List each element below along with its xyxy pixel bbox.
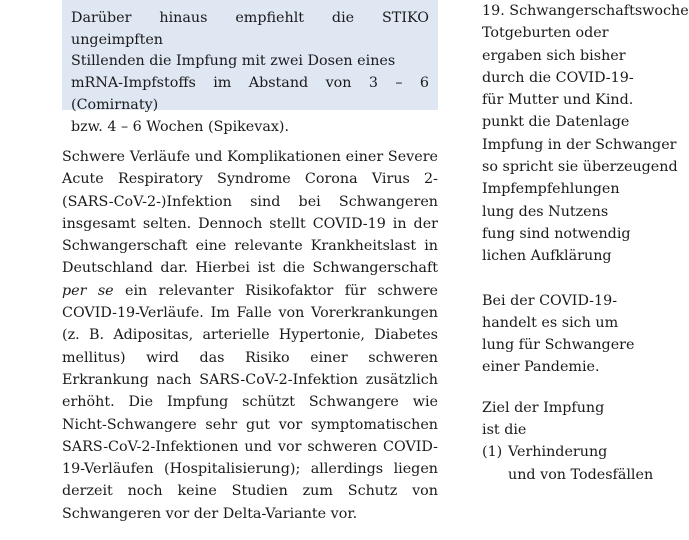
info-box-line: Darüber hinaus empfiehlt die STIKO ungeimpften <box>71 10 429 48</box>
right-line: so spricht sie überzeugend <box>482 159 678 176</box>
right-line: ist die <box>482 422 527 439</box>
info-box-line: Stillenden die Impfung mit zwei Dosen eines <box>71 53 396 70</box>
right-line: Totgeburten oder <box>482 25 609 42</box>
right-paragraph-3 <box>482 397 605 442</box>
right-line: fung sind notwendig <box>482 225 631 242</box>
right-line: Bei der COVID-19- <box>482 292 618 309</box>
right-line: Impfempfehlungen <box>482 181 620 198</box>
right-line: lung des Nutzens <box>482 203 609 220</box>
list-number: (1) <box>482 444 503 461</box>
list-item <box>482 441 608 463</box>
right-line: lung für Schwangere <box>482 337 635 354</box>
info-box-text <box>71 8 429 138</box>
right-line: punkt die Datenlage <box>482 114 630 131</box>
right-line: 19. Schwangerschaftswoche <box>482 3 689 19</box>
right-paragraph-1 <box>482 0 689 268</box>
goal-list <box>482 441 654 486</box>
info-box-line: mRNA-Impfstoffs im Abstand von 3 – 6 (Comirnaty) <box>71 75 429 113</box>
right-paragraph-2 <box>482 290 635 379</box>
info-box-line: bzw. 4 – 6 Wochen (Spikevax). <box>71 118 290 135</box>
list-item-continuation: und von Todesfällen <box>508 466 654 483</box>
right-line: handelt es sich um <box>482 314 619 331</box>
italic-term: per se <box>62 282 114 299</box>
right-line: ergaben sich bisher <box>482 47 626 64</box>
main-paragraph-text: Schwere Verläufe und Komplikationen einer Severe Acute Respiratory Syndrome Corona Virus 2-(SARS-CoV-2-)Infektion sind bei Schwangeren insgesamt selten. Dennoch stellt COVID-19 in der Schwangerschaft eine relevante Krankheitslast in Deutschland dar. Hierbei ist die Schwangerschaft <box>62 149 438 277</box>
main-paragraph <box>62 146 438 525</box>
right-line: durch die COVID-19- <box>482 69 634 86</box>
right-line: für Mutter und Kind. <box>482 92 634 109</box>
right-line: Ziel der Impfung <box>482 399 605 416</box>
main-paragraph-text: ein relevanter Risikofaktor für schwere COVID-19-Verläufe. Im Falle von Vorerkrankungen (z. B. Adipositas, arterielle Hypertonie, Diabetes mellitus) wird das Risiko einer schweren Erkrankung nach SARS-CoV-2-Infektion zusätzlich erhöht. Die Impfung schützt Schwangere wie Nicht-Schwangere sehr gut vor symptomatischen SARS-CoV-2-Infektionen und vor schweren COVID-19-Verläufen (Hospitalisierung); allerdings liegen derzeit noch keine Studien zum Schutz von Schwangeren vor der Delta-Variante vor. <box>62 282 438 522</box>
right-line: Impfung in der Schwanger <box>482 136 677 153</box>
right-line: einer Pandemie. <box>482 359 600 376</box>
right-line: lichen Aufklärung <box>482 248 612 265</box>
list-text: Verhinderung <box>508 444 608 461</box>
right-column <box>482 0 689 540</box>
